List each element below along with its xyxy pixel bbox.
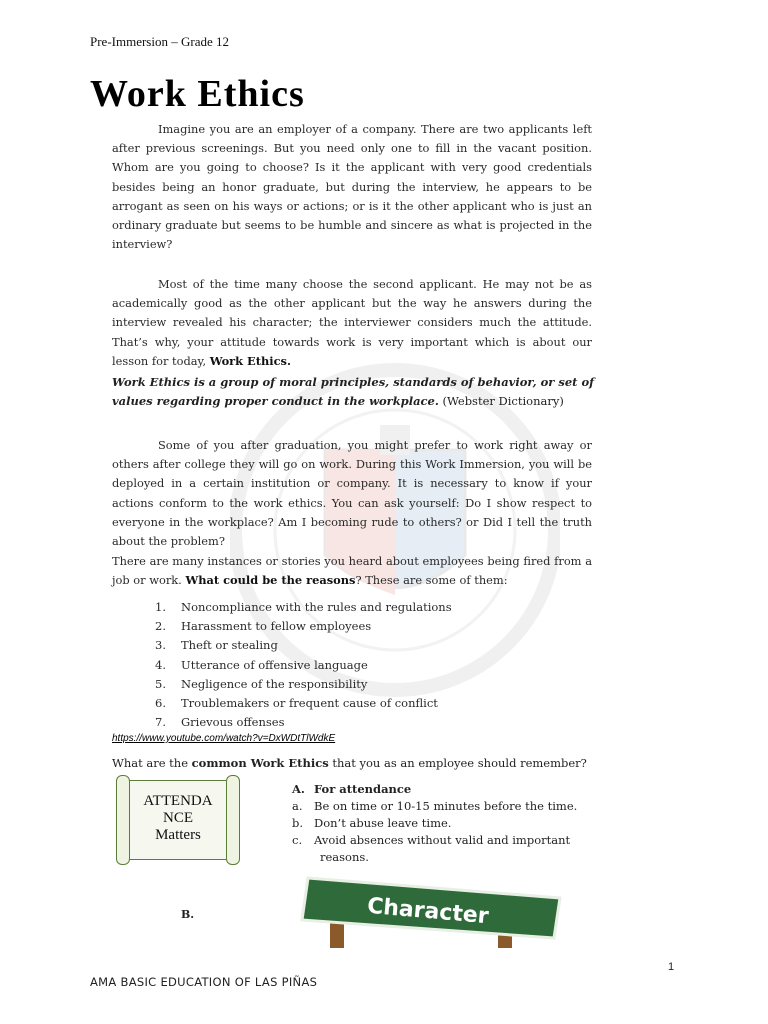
intro-paragraph: Imagine you are an employer of a company. There are two applicants left after previous screenings. But you need only one to fill in the vacant position. Whom are you going to choose? Is it the applicant with very good credentials besides being an honor graduate, but during the interview, he appears to be arrogant as seen on his ways or actions; or is it the other applicant who is just an ordinary graduate but seems to be humble and sincere as what is projected in the interview?	[112, 122, 592, 252]
list-item	[155, 656, 452, 675]
list-item	[292, 798, 577, 815]
item-text: Don’t abuse leave time.	[314, 816, 452, 830]
list-number: 3.	[155, 638, 166, 653]
attendance-heading	[292, 781, 577, 798]
list-text: Noncompliance with the rules and regulations	[181, 600, 452, 614]
page-footer: AMA BASIC EDUCATION OF LAS PIÑAS	[90, 975, 318, 989]
list-text: Troublemakers or frequent cause of conflict	[181, 695, 438, 710]
definition-source: (Webster Dictionary)	[438, 394, 564, 408]
second-applicant-paragraph	[112, 275, 592, 371]
item-text: Be on time or 10-15 minutes before the time.	[314, 799, 578, 813]
lesson-name: Work Ethics.	[209, 353, 291, 368]
immersion-paragraph: Some of you after graduation, you might prefer to work right away or others after college they will go on work. During this Work Immersion, you will be deployed in a certain institution or company. It is necessary to know if your actions conform to the work ethics. You can ask yourself: Do I show respect to everyone in the workplace? Am I becoming rude to others? or Did I tell the truth about the problem?	[112, 438, 592, 549]
list-item	[292, 832, 577, 849]
list-text: Grievous offenses	[181, 715, 285, 730]
item-continuation: reasons.	[320, 850, 369, 864]
section-label: A.	[292, 782, 305, 796]
list-number: 4.	[155, 657, 166, 672]
reasons-intro-end: ? These are some of them:	[355, 573, 508, 588]
work-ethics-definition	[112, 373, 622, 411]
scroll-text	[123, 793, 233, 844]
reasons-intro-text: There are many instances or stories you heard about employees being fired from a job or work.	[112, 554, 592, 588]
question-start: What are the	[112, 756, 192, 770]
section-b-label: B.	[181, 908, 195, 921]
scroll-line: NCE	[163, 810, 193, 826]
youtube-link[interactable]: https://www.youtube.com/watch?v=DxWDtTlWdkE	[112, 733, 336, 744]
reasons-intro-paragraph	[112, 552, 592, 590]
list-text: Utterance of offensive language	[181, 657, 368, 672]
list-item	[155, 675, 452, 694]
attendance-scroll-banner	[122, 780, 234, 860]
list-number: 1.	[155, 600, 166, 614]
list-item	[155, 694, 452, 713]
reasons-list	[155, 598, 452, 732]
item-label: b.	[292, 816, 304, 830]
list-number: 6.	[155, 695, 166, 710]
item-text: Avoid absences without valid and important	[314, 833, 571, 847]
list-number: 7.	[155, 715, 166, 730]
list-item	[155, 636, 452, 655]
list-text: Theft or stealing	[181, 638, 278, 653]
page-number: 1	[668, 961, 675, 973]
character-sign-image	[278, 876, 568, 948]
paragraph-text: Most of the time many choose the second applicant. He may not be as academically good as the other applicant but the way he answers during the interview revealed his character; the interviewer considers much the attitude. That’s why, your attitude towards work is very important which is about our lesson for today,	[112, 277, 592, 368]
list-text: Harassment to fellow employees	[181, 619, 372, 634]
item-label: c.	[292, 833, 303, 847]
question-bold: common Work Ethics	[191, 756, 329, 770]
section-heading: For attendance	[314, 782, 412, 796]
scroll-line: ATTENDA	[143, 793, 213, 809]
reasons-question: What could be the reasons	[185, 573, 356, 588]
definition-text: Work Ethics is a group of moral principles, standards of behavior, or set of values regarding proper conduct in the workplace.	[112, 375, 595, 408]
page-header: Pre-Immersion – Grade 12	[90, 34, 229, 49]
list-item	[155, 598, 452, 617]
page-title: Work Ethics	[90, 73, 305, 115]
list-item	[155, 713, 452, 732]
list-item	[292, 815, 577, 832]
scroll-line: Matters	[155, 827, 201, 843]
list-number: 2.	[155, 619, 166, 634]
sign-text: Character	[366, 893, 490, 930]
list-number: 5.	[155, 676, 166, 691]
list-text: Negligence of the responsibility	[181, 676, 368, 691]
list-item	[155, 617, 452, 636]
item-label: a.	[292, 799, 303, 813]
common-ethics-question	[112, 756, 587, 770]
question-end: that you as an employee should remember?	[328, 756, 587, 770]
attendance-section	[292, 781, 577, 866]
